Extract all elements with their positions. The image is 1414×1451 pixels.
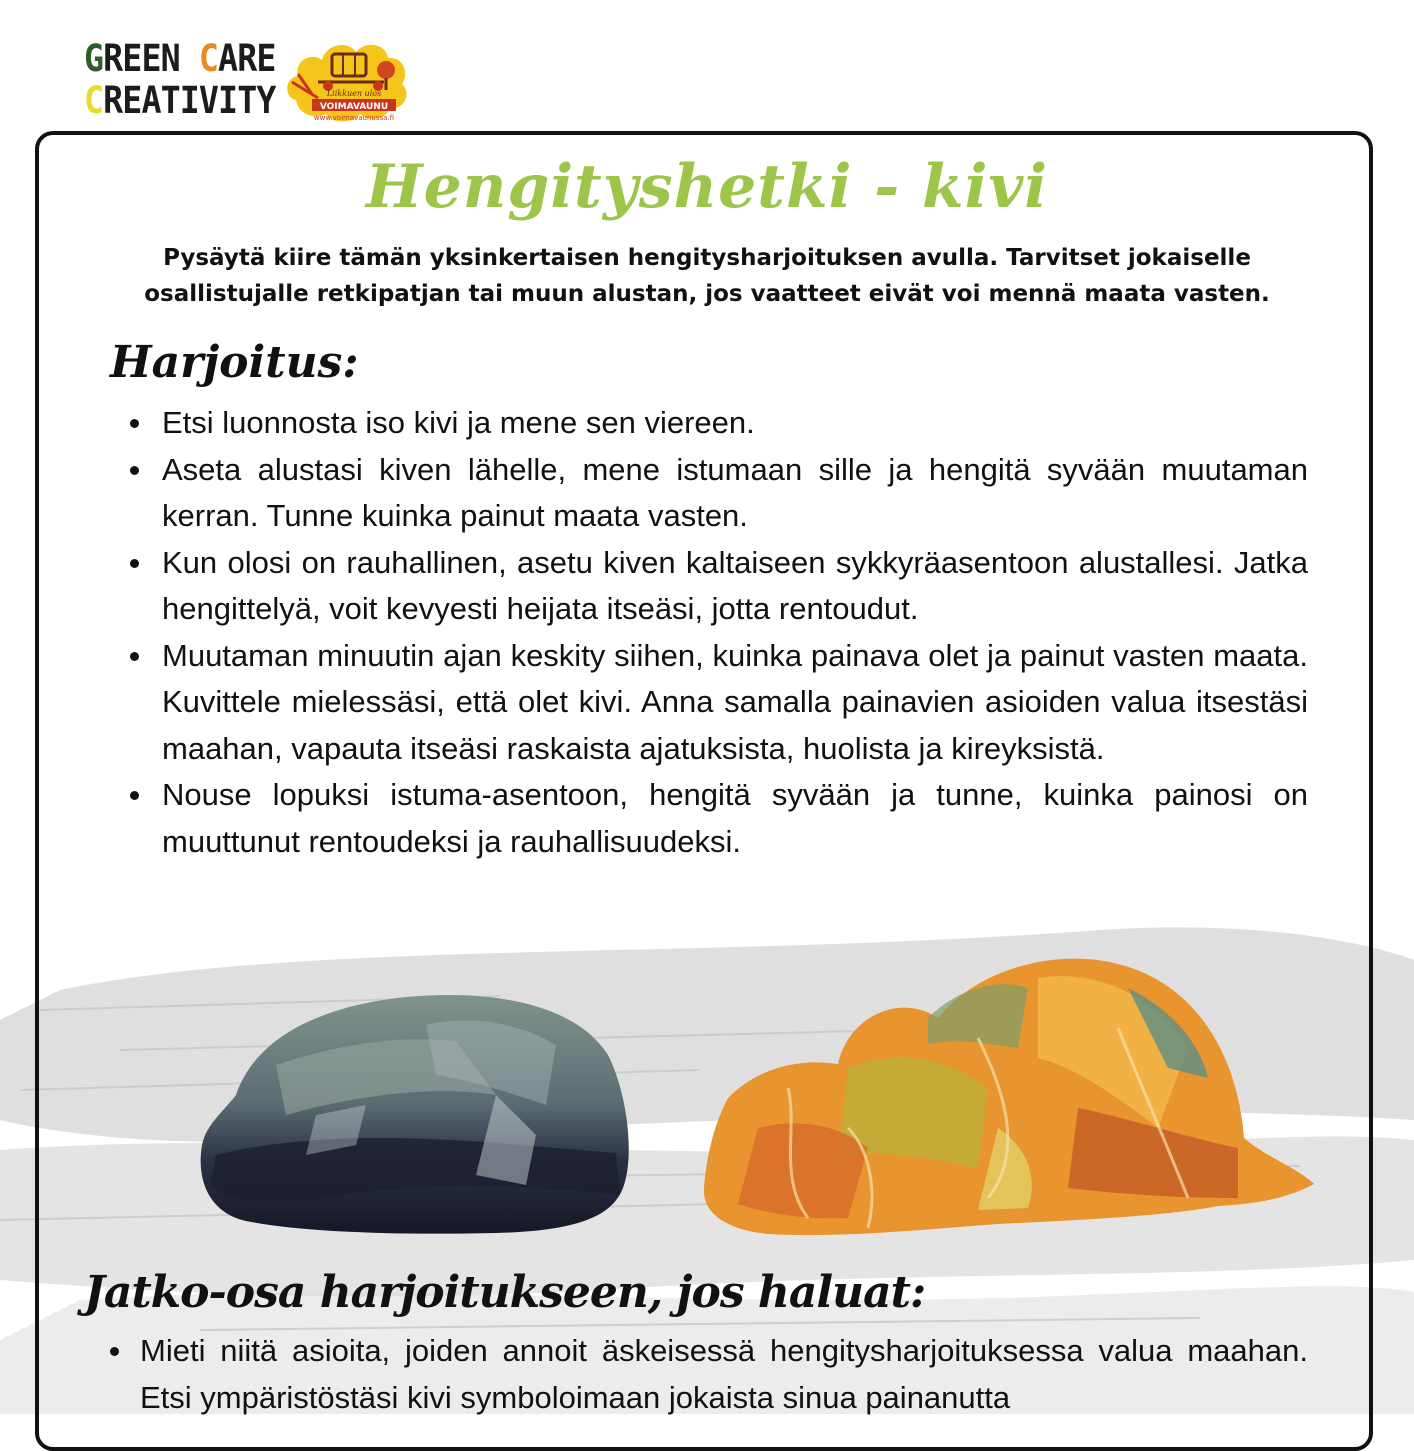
curled-person-painting (698, 948, 1316, 1240)
svg-text:VOIMAVAUNU: VOIMAVAUNU (319, 102, 389, 112)
logo-line-2: CREATIVITY (84, 79, 276, 122)
list-item: Etsi luonnosta iso kivi ja mene sen viereen. (162, 400, 1308, 447)
svg-text:www.voimavaunussa.fi: www.voimavaunussa.fi (313, 114, 395, 122)
exercise-heading: Harjoitus: (110, 337, 359, 388)
list-item: Nouse lopuksi istuma-asentoon, hengitä syvään ja tunne, kuinka painosi on muuttunut rentoudeksi ja rauhallisuudeksi. (162, 772, 1308, 865)
svg-text:Liikkuen ulos: Liikkuen ulos (326, 89, 382, 98)
intro-text: Pysäytä kiire tämän yksinkertaisen hengitysharjoituksen avulla. Tarvitset jokaiselle osallistujalle retkipatjan tai muun alustan, jos vaatteet eivät voi mennä maata vasten. (144, 245, 1270, 307)
stone-painting (196, 985, 632, 1235)
list-item: Aseta alustasi kiven lähelle, mene istumaan sille ja hengitä syvään muutaman kerran. Tunne kuinka painut maata vasten. (162, 447, 1308, 540)
list-item: Kun olosi on rauhallinen, asetu kiven kaltaiseen sykkyräasentoon alustallesi. Jatka hengittelyä, voit kevyesti heijata itseäsi, jotta rentoudut. (162, 540, 1308, 633)
list-item: Mieti niitä asioita, joiden annoit äskeisessä hengitysharjoituksessa valua maahan. Etsi ympäristöstäsi kivi symboloimaan jokaista sinua painanutta (140, 1328, 1308, 1421)
exercise-steps (162, 400, 1308, 865)
voimavaunu-badge (282, 38, 414, 124)
list-item: Muutaman minuutin ajan keskity siihen, kuinka painava olet ja painut vasten maata. Kuvittele mielessäsi, että olet kivi. Anna samalla painavien asioiden valua itsestäsi maahan, vapauta itseäsi raskaista ajatuksista, huolista ja kireyksistä. (162, 633, 1308, 773)
page-title: Hengityshetki - kivi (365, 152, 1049, 222)
continuation-steps (140, 1328, 1308, 1421)
continuation-heading: Jatko-osa harjoitukseen, jos haluat: (84, 1267, 926, 1318)
logo (84, 38, 424, 124)
logo-line-1: GREEN CARE (84, 37, 276, 80)
logo-wordmark (84, 38, 276, 122)
